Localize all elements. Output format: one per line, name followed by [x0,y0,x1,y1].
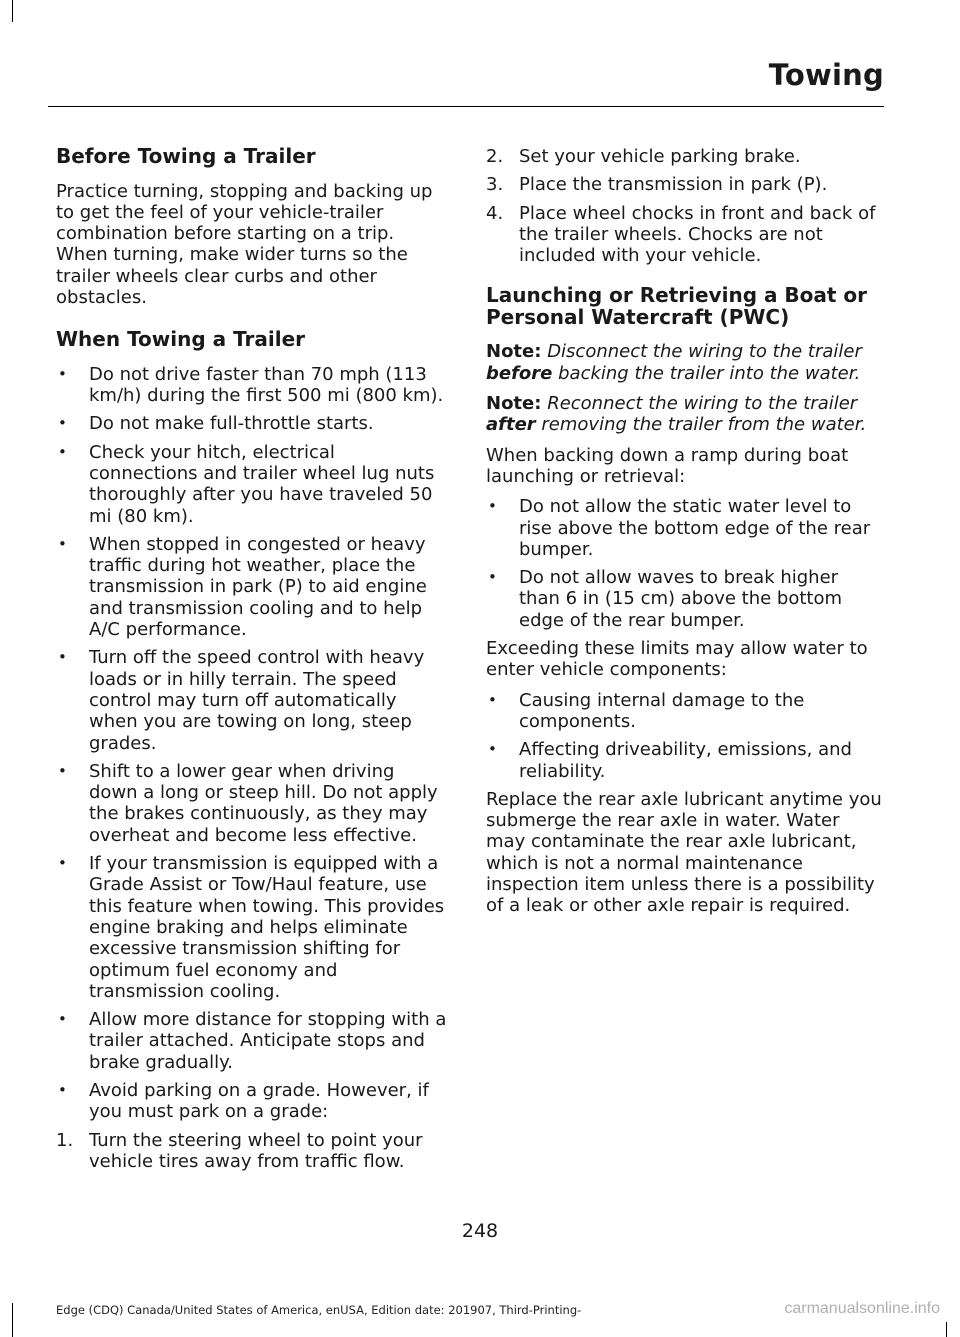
list-item: • Turn off the speed control with heavy loads or in hilly terrain. The speed control may turn off automatically when you are towing on long, steep grades. [58,647,425,754]
list-item: • Do not make full-throttle starts. [58,413,374,435]
right-column [486,146,882,926]
bullet-marker: • [58,414,67,433]
numbered-step: 3. Place the transmission in park (P). [486,174,828,196]
list-item: • Affecting driveability, emissions, and reliability. [488,739,852,782]
numbered-step: 4. Place wheel chocks in front and back of the trailer wheels. Chocks are not included with your vehicle. [486,202,876,267]
paragraph-ramp: When backing down a ramp during boat launching or retrieval: [486,444,849,487]
header-rule [48,106,884,107]
list-item: • Do not allow waves to break higher than 6 in (15 cm) above the bottom edge of the rear bumper. [488,567,843,631]
list-item: • Shift to a lower gear when driving down a long or steep hill. Do not apply the brakes continuously, as they may overheat and become less effective. [58,760,438,846]
watermark: carmanualsonline.info [784,1300,940,1317]
paragraph-replace-lubricant: Replace the rear axle lubricant anytime you submerge the rear axle in water. Water may contaminate the rear axle lubricant, which is not a normal maintenance inspection item unless there is a possibility of a leak or other axle repair is required. [486,788,882,917]
numbered-step: 2. Set your vehicle parking brake. [486,146,801,167]
crop-mark-bottom-left [12,1303,13,1337]
bullet-marker: • [58,534,67,553]
crop-mark-bottom-right [946,1322,947,1337]
crop-mark-top-left [12,0,13,22]
numbered-step: 1. Turn the steering wheel to point your vehicle tires away from traffic flow. [56,1129,423,1172]
bullet-marker: • [488,690,497,709]
bullet-marker: • [488,497,497,516]
bullet-marker: • [488,740,497,759]
left-column [56,146,448,1179]
list-item: • Avoid parking on a grade. However, if you must park on a grade: [58,1079,429,1123]
list-item: • Allow more distance for stopping with a trailer attached. Anticipate stops and brake gradually. [58,1009,447,1073]
list-item: • Do not drive faster than 70 mph (113 km/h) during the first 500 mi (800 km). [58,363,444,407]
bullet-marker: • [58,364,67,383]
note-disconnect: Note: Disconnect the wiring to the trailer before backing the trailer into the water. [486,341,862,384]
list-item: • When stopped in congested or heavy traffic during hot weather, place the transmission in park (P) to aid engine and transmission cooling and to help A/C performance. [58,533,427,641]
bullet-marker: • [58,1010,67,1029]
heading-before-towing: Before Towing a Trailer [56,144,316,168]
heading-when-towing: When Towing a Trailer [56,327,306,352]
list-item: • Check your hitch, electrical connections and trailer wheel lug nuts thoroughly after you have traveled 50 mi (80 km). [58,441,435,527]
bullet-marker: • [58,442,67,461]
page-number: 248 [461,1220,499,1242]
bullet-marker: • [488,568,497,587]
list-item: • Causing internal damage to the components. [488,689,805,732]
paragraph-exceeding: Exceeding these limits may allow water to enter vehicle components: [486,638,868,681]
page-title: Towing [768,58,884,92]
bullet-marker: • [58,854,67,873]
bullet-marker: • [58,648,67,667]
heading-launching-boat: Launching or Retrieving a Boat or Personal Watercraft (PWC) [486,283,868,329]
bullet-marker: • [58,761,67,780]
list-item: • Do not allow the static water level to rise above the bottom edge of the rear bumper. [488,496,871,560]
paragraph-practice: Practice turning, stopping and backing up to get the feel of your vehicle-trailer combination before starting on a trip. When turning, make wider turns so the trailer wheels clear curbs and other obstacles. [56,180,433,308]
bullet-marker: • [58,1080,67,1099]
list-item: • If your transmission is equipped with a Grade Assist or Tow/Haul feature, use this feature when towing. This provides engine braking and helps eliminate excessive transmission shifting for optimum fuel economy and transmission cooling. [58,853,445,1002]
note-reconnect: Note: Reconnect the wiring to the trailer after removing the trailer from the water. [486,393,867,436]
footer-edition: Edge (CDQ) Canada/United States of America, enUSA, Edition date: 201907, Third-Printing- [56,1303,582,1317]
